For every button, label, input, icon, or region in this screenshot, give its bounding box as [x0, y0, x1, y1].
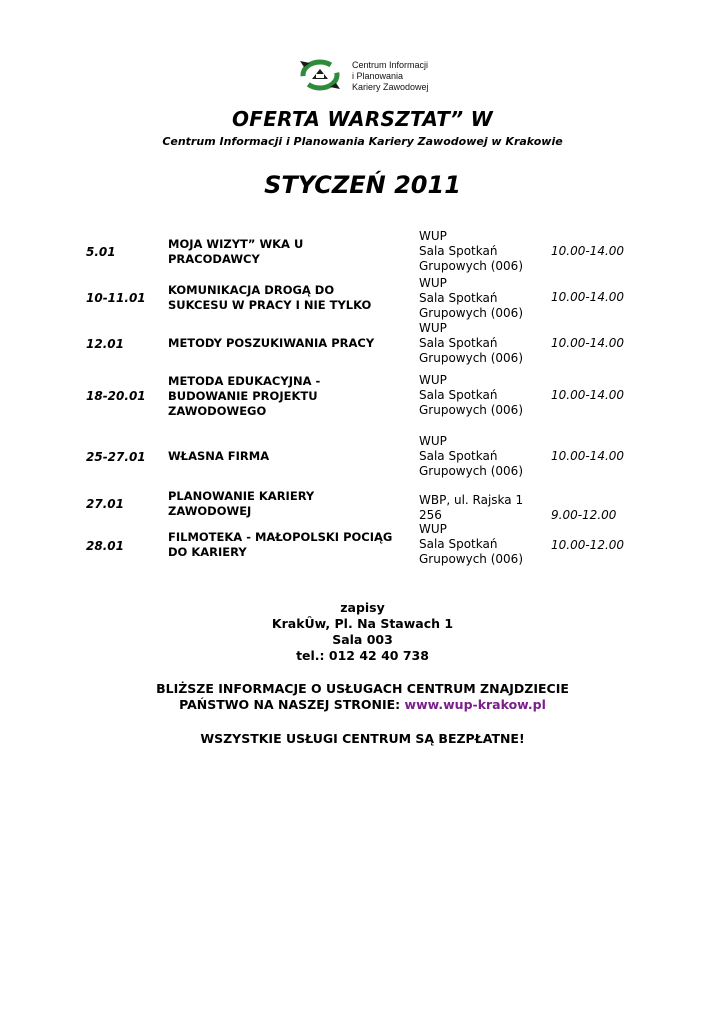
info-line: BLIŻSZE INFORMACJE O USŁUGACH CENTRUM ZNAJDZIECIE [156, 681, 569, 696]
workshop-topic: METODY POSZUKIWANIA PRACY [168, 336, 375, 350]
workshop-place: WUP Sala Spotkań Grupowych (006) [419, 373, 523, 417]
workshop-time: 9.00-12.00 [551, 508, 617, 522]
logo [298, 57, 448, 97]
info-prefix: PAŃSTWO NA NASZEJ STRONIE: [179, 697, 405, 712]
workshop-place: WUP Sala Spotkań Grupowych (006) [419, 276, 523, 320]
logo-arrows-icon [298, 57, 342, 93]
workshop-row [0, 434, 725, 484]
workshop-place: WBP, ul. Rajska 1 256 [419, 493, 524, 522]
workshop-date: 25-27.01 [86, 450, 146, 464]
contact-block [0, 600, 725, 664]
workshop-topic: METODA EDUKACYJNA - BUDOWANIE PROJEKTU ZAWODOWEGO [168, 374, 321, 418]
workshop-place: WUP Sala Spotkań Grupowych (006) [419, 321, 523, 365]
workshop-date: 18-20.01 [86, 389, 146, 403]
workshop-row [0, 522, 725, 570]
month-heading: STYCZEŃ 2011 [264, 171, 461, 199]
logo-text [352, 60, 429, 93]
workshop-time: 10.00-14.00 [551, 449, 625, 463]
workshop-place: WUP Sala Spotkań Grupowych (006) [419, 522, 523, 566]
workshop-topic: PLANOWANIE KARIERY ZAWODOWEJ [168, 489, 315, 518]
workshop-time: 10.00-14.00 [551, 244, 625, 258]
workshop-row [0, 320, 725, 368]
workshop-time: 10.00-12.00 [551, 538, 625, 552]
workshop-place: WUP Sala Spotkań Grupowych (006) [419, 434, 523, 478]
workshop-time: 10.00-14.00 [551, 388, 625, 402]
logo-line: Centrum Informacji [352, 60, 429, 70]
workshop-row [0, 275, 725, 321]
contact-heading: zapisy [340, 600, 385, 615]
logo-line: i Planowania [352, 71, 404, 81]
workshop-topic: KOMUNIKACJA DROGĄ DO SUKCESU W PRACY I NIE TYLKO [168, 283, 372, 312]
workshop-date: 28.01 [86, 539, 124, 553]
workshop-time: 10.00-14.00 [551, 290, 625, 304]
workshop-row [0, 489, 725, 524]
info-line [0, 697, 725, 713]
contact-phone: tel.: 012 42 40 738 [296, 648, 429, 663]
workshop-place: WUP Sala Spotkań Grupowych (006) [419, 229, 523, 273]
contact-address: KrakÛw, Pl. Na Stawach 1 [271, 616, 454, 631]
info-block [0, 681, 725, 713]
page-subtitle: Centrum Informacji i Planowania Kariery Zawodowej w Krakowie [162, 135, 563, 148]
free-services-note: WSZYSTKIE USŁUGI CENTRUM SĄ BEZPŁATNE! [200, 731, 525, 746]
workshop-topic: MOJA WIZYT” WKA U PRACODAWCY [168, 237, 304, 266]
logo-line: Kariery Zawodowej [352, 82, 429, 92]
workshop-date: 12.01 [86, 337, 124, 351]
workshop-date: 10-11.01 [86, 291, 146, 305]
workshop-date: 5.01 [86, 245, 116, 259]
workshop-topic: WŁASNA FIRMA [168, 449, 270, 463]
workshop-topic: FILMOTEKA - MAŁOPOLSKI POCIĄG DO KARIERY [168, 530, 393, 559]
workshop-time: 10.00-14.00 [551, 336, 625, 350]
page-title: OFERTA WARSZTAT” W [231, 107, 494, 131]
workshop-date: 27.01 [86, 497, 124, 511]
workshop-row [0, 228, 725, 276]
contact-room: Sala 003 [332, 632, 393, 647]
website-link[interactable]: www.wup-krakow.pl [404, 697, 546, 712]
workshop-row [0, 373, 725, 425]
